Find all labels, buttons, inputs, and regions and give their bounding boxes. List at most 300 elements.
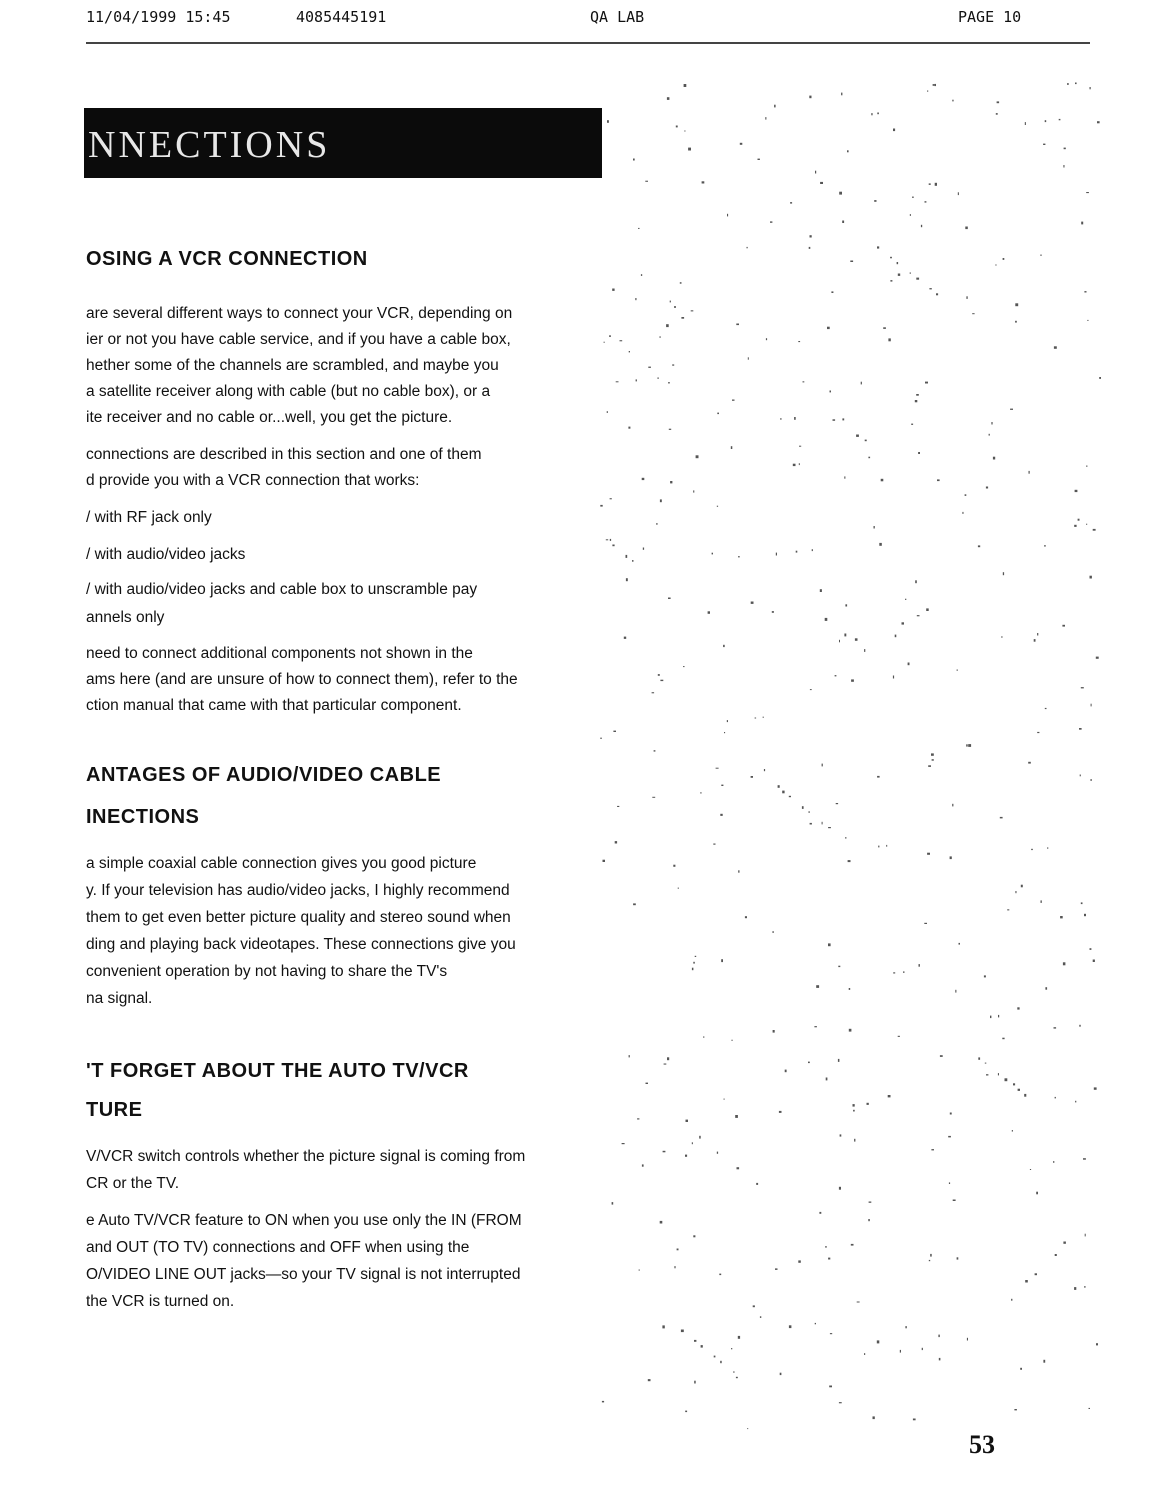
speckle	[662, 1325, 664, 1328]
speckle	[812, 549, 813, 551]
speckle	[965, 494, 967, 496]
speckle	[915, 400, 918, 402]
speckle	[1078, 519, 1080, 521]
speckle	[993, 457, 995, 460]
speckle	[1015, 891, 1016, 893]
speckle	[836, 803, 838, 804]
speckle	[877, 246, 879, 248]
speckle	[828, 1258, 830, 1260]
speckle	[1090, 87, 1091, 89]
speckle	[853, 1110, 855, 1112]
paragraph-line: d provide you with a VCR connection that works:	[86, 472, 420, 489]
page-number: 53	[969, 1430, 995, 1459]
speckle	[712, 553, 713, 555]
speckle	[840, 1134, 842, 1136]
speckle	[986, 487, 988, 489]
speckle	[985, 1063, 987, 1064]
speckle	[1074, 525, 1076, 527]
speckle	[1007, 909, 1009, 910]
speckle	[839, 1402, 842, 1403]
paragraph-line: ction manual that came with that particular component.	[86, 697, 462, 714]
speckle	[864, 1353, 865, 1355]
speckle	[1063, 165, 1064, 168]
speckle	[758, 159, 760, 160]
speckle	[616, 381, 619, 382]
speckle	[931, 1149, 934, 1150]
speckle	[930, 1254, 932, 1257]
speckle	[865, 440, 867, 442]
speckle	[802, 806, 804, 809]
speckle	[1062, 625, 1065, 627]
paragraph-line: connections are described in this section and one of them	[86, 446, 482, 463]
speckle	[755, 718, 757, 719]
speckle	[1037, 732, 1039, 733]
paragraph-line: and OUT (TO TV) connections and OFF when using the	[86, 1239, 470, 1256]
paragraph-line: O/VIDEO LINE OUT jacks—so your TV signal is not interrupted	[86, 1266, 521, 1283]
speckle	[810, 235, 812, 237]
speckle	[991, 422, 992, 425]
speckle	[957, 1257, 959, 1259]
speckle	[693, 1235, 695, 1237]
speckle	[881, 479, 884, 482]
speckle	[1090, 948, 1092, 950]
speckle	[633, 159, 635, 161]
paragraph-line: a simple coaxial cable connection gives you good picture	[86, 855, 477, 872]
speckle	[929, 183, 931, 185]
speckle	[851, 679, 854, 681]
speckle	[717, 413, 719, 415]
speckle	[660, 680, 663, 681]
speckle	[820, 182, 823, 184]
speckle	[780, 418, 782, 419]
speckle	[656, 523, 657, 525]
speckle	[645, 181, 648, 182]
speckle	[903, 971, 904, 973]
paragraph-line: hether some of the channels are scrambled, and maybe you	[86, 357, 499, 374]
speckle	[775, 1268, 778, 1270]
speckle	[1043, 1360, 1045, 1363]
speckle	[732, 1040, 733, 1041]
speckle	[748, 357, 749, 359]
paragraph-line: / with audio/video jacks	[86, 546, 246, 563]
speckle	[955, 990, 956, 993]
speckle	[924, 923, 927, 924]
section-heading: OSING A VCR CONNECTION	[86, 248, 368, 270]
speckle	[738, 1336, 740, 1339]
speckle	[652, 797, 655, 798]
section-heading: INECTIONS	[86, 806, 200, 828]
paragraph-line: na signal.	[86, 990, 153, 1007]
speckle	[681, 1330, 684, 1333]
speckle	[641, 274, 642, 276]
speckle	[659, 337, 661, 338]
speckle	[666, 324, 669, 327]
paragraph-line: V/VCR switch controls whether the picture signal is coming from	[86, 1148, 526, 1165]
paragraph-line: / with RF jack only	[86, 509, 212, 526]
section-heading: 'T FORGET ABOUT THE AUTO TV/VCR	[86, 1060, 469, 1082]
speckle	[680, 282, 682, 284]
speckle	[998, 1015, 999, 1018]
speckle	[600, 738, 602, 739]
speckle	[751, 776, 753, 778]
speckle	[928, 765, 931, 767]
speckle	[663, 1151, 666, 1153]
speckle	[1096, 1343, 1098, 1345]
speckle	[683, 666, 684, 667]
speckle	[935, 84, 936, 86]
speckle	[820, 589, 822, 592]
speckle	[774, 105, 776, 108]
speckle	[830, 391, 832, 393]
speckle	[815, 1323, 816, 1324]
speckle	[658, 674, 660, 676]
speckle	[603, 860, 606, 862]
speckle	[720, 1361, 722, 1363]
speckle	[893, 129, 895, 132]
speckle	[1015, 303, 1018, 306]
speckle	[810, 689, 812, 690]
speckle	[766, 338, 767, 340]
speckle	[958, 192, 959, 195]
speckle	[913, 1419, 916, 1421]
speckle	[612, 1202, 614, 1205]
speckle	[717, 1152, 718, 1154]
speckle	[939, 1358, 941, 1361]
speckle	[842, 418, 844, 420]
speckle	[1055, 1254, 1057, 1256]
speckle	[937, 479, 940, 481]
speckle	[1020, 1368, 1022, 1370]
speckle	[938, 1335, 939, 1338]
speckle	[919, 964, 920, 967]
speckle	[838, 966, 840, 967]
speckle	[670, 481, 672, 483]
speckle	[808, 1062, 810, 1064]
speckle	[740, 143, 743, 145]
speckle	[1094, 1087, 1097, 1089]
paragraph-line: annels only	[86, 609, 165, 626]
speckle	[911, 424, 913, 425]
speckle	[776, 553, 777, 556]
speckle	[1012, 1130, 1013, 1132]
speckle	[1064, 148, 1066, 150]
speckle	[1044, 545, 1046, 547]
speckle	[905, 599, 906, 600]
speckle	[727, 720, 728, 722]
speckle	[737, 1167, 740, 1169]
speckle	[602, 1401, 604, 1403]
speckle	[1075, 1101, 1076, 1103]
speckle	[764, 769, 765, 771]
speckle	[1025, 1280, 1028, 1283]
speckle	[893, 676, 894, 679]
speckle	[721, 785, 723, 786]
speckle	[877, 776, 880, 778]
speckle	[995, 265, 996, 266]
speckle	[931, 753, 934, 755]
speckle	[736, 1377, 738, 1378]
speckle	[1001, 636, 1002, 637]
speckle	[708, 611, 710, 614]
speckle	[845, 604, 847, 606]
speckle	[839, 640, 840, 643]
paragraph-line: convenient operation by not having to share the TV's	[86, 963, 448, 980]
speckle	[760, 1316, 761, 1318]
speckle	[861, 382, 862, 385]
speckle	[1085, 1234, 1086, 1237]
speckle	[948, 1136, 951, 1138]
speckle	[1045, 987, 1047, 990]
speckle	[780, 1373, 782, 1375]
speckle	[1067, 83, 1069, 85]
speckle	[1093, 960, 1095, 963]
speckle	[874, 526, 875, 529]
speckle	[667, 97, 670, 100]
speckle	[838, 1059, 840, 1062]
speckle	[871, 113, 872, 115]
speckle	[869, 1202, 872, 1203]
speckle	[719, 1274, 721, 1276]
speckle	[1084, 914, 1086, 916]
speckle	[827, 327, 830, 329]
speckle	[966, 296, 967, 299]
speckle	[952, 100, 953, 102]
speckle	[822, 822, 823, 825]
speckle	[727, 214, 728, 217]
speckle	[1086, 524, 1087, 525]
speckle	[629, 1055, 630, 1057]
speckle	[747, 247, 748, 248]
speckle	[898, 1036, 900, 1037]
speckle	[1087, 320, 1088, 321]
speckle	[809, 247, 811, 249]
speckle	[972, 313, 974, 314]
section-heading: TURE	[86, 1099, 143, 1121]
speckle	[1059, 119, 1061, 120]
speckle	[935, 183, 937, 186]
speckle	[606, 539, 608, 540]
speckle	[686, 1120, 689, 1122]
speckle	[841, 93, 842, 96]
speckle	[1083, 1158, 1086, 1160]
speckle	[1086, 466, 1087, 467]
speckle	[738, 870, 739, 872]
speckle	[699, 1136, 701, 1139]
speckle	[835, 675, 837, 676]
speckle	[890, 280, 892, 282]
speckle	[1063, 962, 1066, 965]
speckle	[850, 261, 853, 263]
speckle	[798, 1260, 801, 1262]
speckle	[694, 1340, 696, 1342]
speckle	[674, 306, 676, 308]
speckle	[922, 1348, 923, 1350]
speckle	[856, 435, 859, 437]
speckle	[721, 959, 723, 962]
speckle	[700, 792, 702, 793]
speckle	[674, 1266, 675, 1268]
speckle	[1030, 1169, 1031, 1170]
speckle	[890, 257, 892, 259]
speckle	[600, 505, 602, 507]
speckle	[1031, 849, 1033, 850]
speckle	[829, 1386, 832, 1388]
speckle	[1017, 1007, 1019, 1009]
speckle	[895, 635, 897, 638]
speckle	[966, 744, 968, 746]
speckle	[756, 1183, 758, 1185]
speckle	[717, 506, 718, 507]
speckle	[1081, 687, 1084, 688]
speckle	[609, 335, 611, 336]
speckle	[1054, 346, 1057, 349]
speckle	[773, 931, 774, 933]
speckle	[695, 956, 697, 957]
speckle	[779, 1111, 782, 1113]
speckle	[873, 1416, 875, 1419]
speckle	[673, 865, 675, 867]
speckle	[731, 446, 733, 449]
speckle	[684, 131, 685, 132]
speckle	[848, 860, 851, 862]
speckle	[1000, 817, 1003, 819]
speckle	[953, 1200, 956, 1202]
speckle	[736, 324, 739, 326]
speckle	[610, 539, 611, 541]
speckle	[691, 310, 694, 311]
speckle	[845, 837, 846, 839]
speckle	[816, 985, 819, 988]
speckle	[915, 580, 917, 583]
speckle	[1036, 1192, 1038, 1195]
paragraph-line: them to get even better picture quality and stereo sound when	[86, 909, 511, 926]
speckle	[833, 419, 836, 421]
speckle	[724, 1099, 725, 1100]
speckle	[1079, 1025, 1080, 1027]
speckle	[1040, 255, 1041, 256]
speckle	[936, 293, 938, 295]
speckle	[933, 84, 935, 86]
speckle	[1091, 704, 1092, 707]
speckle	[819, 1212, 821, 1214]
speckle	[912, 197, 914, 198]
speckle	[1090, 576, 1092, 579]
speckle	[1054, 1027, 1057, 1028]
speckle	[654, 750, 656, 751]
paragraph-line: e Auto TV/VCR feature to ON when you use only the IN (FROM	[86, 1212, 522, 1229]
paragraph-line: a satellite receiver along with cable (but no cable box), or a	[86, 383, 491, 400]
speckle	[1055, 1097, 1056, 1099]
speckle	[1025, 122, 1026, 125]
speckle	[1035, 1273, 1037, 1275]
speckle	[978, 1057, 980, 1059]
speckle	[1075, 490, 1078, 492]
speckle	[949, 1182, 950, 1184]
speckle	[996, 113, 998, 115]
speckle	[642, 478, 645, 480]
speckle	[1011, 1299, 1012, 1301]
speckle	[1024, 1094, 1026, 1097]
speckle	[1045, 708, 1047, 709]
speckle	[826, 1078, 828, 1081]
speckle	[751, 602, 754, 604]
speckle	[732, 400, 735, 401]
speckle	[785, 1070, 787, 1073]
speckle	[1003, 572, 1004, 575]
speckle	[1089, 1408, 1091, 1409]
speckle	[1097, 121, 1100, 123]
speckle	[888, 1095, 891, 1097]
speckle	[701, 1345, 703, 1348]
speckle	[643, 548, 644, 550]
speckle	[877, 1340, 880, 1343]
speckle	[950, 856, 952, 859]
speckle	[652, 692, 655, 693]
speckle	[878, 846, 879, 848]
speckle	[681, 317, 684, 319]
speckle	[1081, 902, 1083, 904]
speckle	[810, 823, 812, 825]
speckle	[918, 452, 920, 454]
speckle	[1002, 1038, 1004, 1040]
speckle	[921, 225, 922, 227]
fax-datetime: 11/04/1999 15:45	[86, 8, 231, 26]
paragraph-line: the VCR is turned on.	[86, 1293, 235, 1310]
speckle	[1034, 639, 1036, 642]
speckle	[628, 427, 630, 429]
speckle	[830, 1333, 832, 1334]
speckle	[849, 1029, 852, 1032]
speckle	[986, 1074, 988, 1075]
speckle	[1086, 192, 1089, 193]
speckle	[1074, 1287, 1076, 1290]
speckle	[668, 382, 670, 383]
speckle	[828, 827, 831, 828]
speckle	[1063, 1242, 1066, 1244]
speckle	[716, 768, 719, 769]
speckle	[668, 598, 671, 600]
speckle	[772, 611, 774, 613]
speckle	[638, 228, 639, 229]
page-title: NNECTIONS	[88, 124, 331, 166]
speckle	[867, 1103, 869, 1105]
speckle	[1084, 1286, 1086, 1287]
speckle	[724, 732, 725, 733]
speckle	[1029, 471, 1030, 474]
speckle	[610, 498, 612, 499]
speckle	[898, 274, 900, 276]
speckle	[877, 113, 879, 115]
speckle	[967, 1338, 968, 1341]
speckle	[793, 464, 796, 466]
speckle	[849, 988, 851, 990]
speckle	[825, 1246, 827, 1247]
speckle	[902, 622, 905, 624]
speckle	[693, 490, 694, 492]
speckle	[660, 499, 662, 502]
speckle	[839, 192, 842, 195]
speckle	[693, 962, 695, 964]
speckle	[1075, 83, 1077, 85]
speckle	[723, 645, 725, 647]
speckle	[905, 1326, 906, 1328]
speckle	[642, 1164, 644, 1166]
speckle	[670, 301, 671, 303]
speckle	[714, 1356, 716, 1358]
speckle	[997, 101, 1000, 103]
speckle	[617, 806, 619, 807]
speckle	[1096, 657, 1099, 659]
